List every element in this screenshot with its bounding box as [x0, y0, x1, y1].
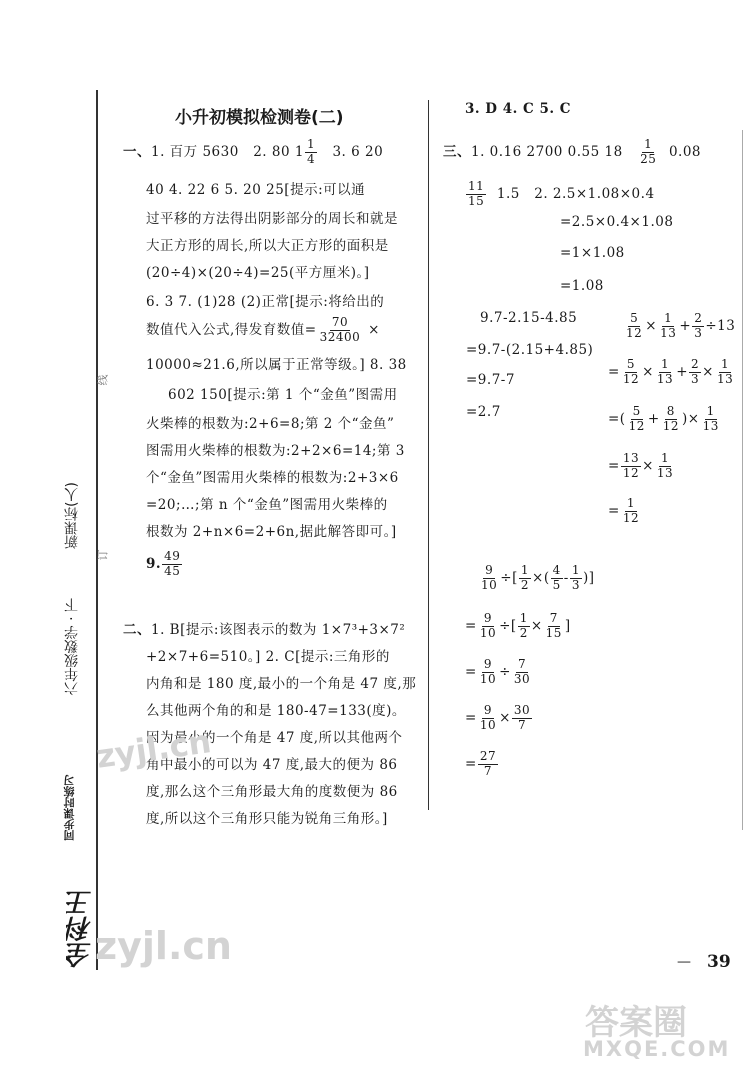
column-divider: [428, 100, 429, 810]
section-2-line-4: 么其他两个角的和是 180-47=133(度)。: [146, 703, 406, 719]
mixed-whole: 1: [294, 143, 304, 160]
calc-2-line-3: =( $\frac{5}{12}$ + $\frac{8}{12}$ )× $\frac{1}{13}$: [608, 404, 719, 433]
calc-1-line-3: =9.7-7: [466, 372, 515, 388]
page-title: 小升初模拟检测卷(二): [175, 108, 344, 128]
answer-text: 1. 0.16 2700 0.55 18: [471, 143, 623, 160]
section-2-line-1: [123, 618, 405, 638]
answer-text: 1. 百万 5630: [151, 143, 239, 160]
section-1-line-6: 6. 3 7. (1)28 (2)正常[提示:将给出的: [146, 294, 385, 310]
section-1-line-5: (20÷4)×(20÷4)=25(平方厘米)。]: [146, 265, 370, 281]
answer-text: 0.08: [668, 143, 702, 160]
section-3-line-1: [443, 138, 701, 167]
section-1-line-12: 个“金鱼”图需用火柴棒的根数为:2+3×6: [146, 470, 399, 486]
section-1-line-7: [146, 316, 380, 345]
calc-3-line-3: = $\frac{9}{10}$ ÷ $\frac{7}{30}$: [465, 657, 531, 686]
section-2-line-6: 角中最小的可以为 47 度,最大的便为 86: [146, 757, 398, 773]
section-1-line-11: 图需用火柴棒的根数为:2+2×6=14;第 3: [146, 443, 405, 459]
section-1-line-1: [123, 138, 383, 167]
edition-label: 新课标(人): [64, 482, 80, 549]
section-1-line-4: 大正方形的周长,所以大正方形的面积是: [146, 238, 389, 254]
footer-dash: —: [677, 954, 691, 970]
watermark: zyjl.cn: [95, 924, 232, 968]
fraction: $\frac{70}{32400}$: [319, 315, 361, 344]
section-2-line-8: 度,所以这个三角形只能为锐角三角形。]: [146, 811, 388, 827]
bind-mark-ding: 订: [96, 549, 110, 561]
calc-2-line-1: $\frac{5}{12}$ × $\frac{1}{13}$ + $\frac{2}{3}$ ÷13: [626, 311, 736, 340]
fraction: $\frac{49}{45}$: [164, 549, 181, 578]
watermark: zyjl.cn: [93, 722, 214, 776]
question-number: 9.: [146, 555, 162, 572]
bind-mark-xian: 线: [96, 374, 110, 386]
calc-2-line-4: = $\frac{13}{12}$ × $\frac{1}{13}$: [608, 451, 674, 480]
calc-line: =1.08: [560, 278, 604, 294]
page-number: 39: [707, 952, 731, 972]
section-1-line-14: 根数为 2+n×6=2+6n,据此解答即可。]: [146, 524, 397, 540]
calc-3-line-5: = $\frac{27}{7}$: [465, 749, 497, 778]
section-1-line-2: 40 4. 22 6 5. 20 25[提示:可以通: [146, 182, 366, 198]
answer-text: 3. 6 20: [332, 143, 384, 160]
section-2-label: 二、: [123, 622, 151, 638]
calc-2-line-2: = $\frac{5}{12}$ × $\frac{1}{13}$ + $\frac{2}{3}$ × $\frac{1}{13}$: [608, 357, 734, 386]
section-1-line-9: 602 150[提示:第 1 个“金鱼”图需用: [168, 387, 398, 403]
page-edge-line: [742, 130, 743, 830]
fraction: $\frac{11}{15}$: [468, 179, 485, 208]
answer-text: 2. 80: [253, 143, 291, 160]
calc-1-line-2: =9.7-(2.15+4.85): [466, 342, 594, 358]
fraction: $\frac{1}{25}$: [640, 137, 657, 166]
series-subtitle: 同步课时练习: [63, 775, 76, 841]
calc-line: =2.5×0.4×1.08: [560, 214, 674, 230]
grade-subject-label: 六年级数学 · 下: [64, 598, 80, 696]
calc-1-line-1: 9.7-2.15-4.85: [480, 310, 578, 326]
section-1-line-13: =20;…;第 n 个“金鱼”图需用火柴棒的: [146, 497, 388, 513]
answer-text: 数值代入公式,得发育数值=: [146, 321, 317, 338]
calc-line: =1×1.08: [560, 245, 625, 261]
section-3-line-2: [465, 180, 655, 209]
section-1-line-8: 10000≈21.6,所以属于正常等级。] 8. 38: [146, 357, 407, 373]
answer-text: 2. 2.5×1.08×0.4: [534, 185, 655, 202]
watermark: 答案圈: [585, 1003, 687, 1043]
watermark: MXQE.COM: [583, 1037, 731, 1061]
calc-3-line-2: = $\frac{9}{10}$ ÷[ $\frac{1}{2}$ × $\frac{7}{15}$ ]: [465, 611, 571, 640]
section-1-line-3: 过平移的方法得出阴影部分的周长和就是: [146, 211, 398, 227]
binding-line: [96, 90, 98, 970]
operator: ×: [368, 321, 380, 338]
section-2-line-7: 度,那么这个三角形最大角的度数便为 86: [146, 784, 398, 800]
answer-text: 1. B[提示:该图表示的数为 1×7³+3×7²: [151, 622, 406, 638]
section-3-label: 三、: [443, 143, 471, 160]
section-2-line-5: 因为最小的一个角是 47 度,所以其他两个: [146, 730, 403, 746]
section-1-line-10: 火柴棒的根数为:2+6=8;第 2 个“金鱼”: [146, 416, 395, 432]
calc-1-line-4: =2.7: [466, 404, 501, 420]
section-2-line-2: +2×7+6=510。] 2. C[提示:三角形的: [146, 649, 390, 665]
calc-3-line-4: = $\frac{9}{10}$ × $\frac{30}{7}$: [465, 703, 531, 732]
section-2-line-3: 内角和是 180 度,最小的一个角是 47 度,那: [146, 676, 417, 692]
calc-3-line-1: $\frac{9}{10}$ ÷[ $\frac{1}{2}$ ×( $\frac{4}{5}$ - $\frac{1}{3}$ )]: [481, 563, 595, 592]
section-1-q9: [146, 550, 183, 579]
section-1-label: 一、: [123, 143, 151, 160]
fraction: $\frac{1}{4}$: [306, 137, 316, 166]
right-top-answers: 3. D 4. C 5. C: [465, 101, 571, 117]
answer-text: 1.5: [496, 185, 520, 202]
calc-2-line-5: = $\frac{1}{12}$: [608, 496, 640, 525]
series-logo: 全科王: [66, 890, 96, 968]
